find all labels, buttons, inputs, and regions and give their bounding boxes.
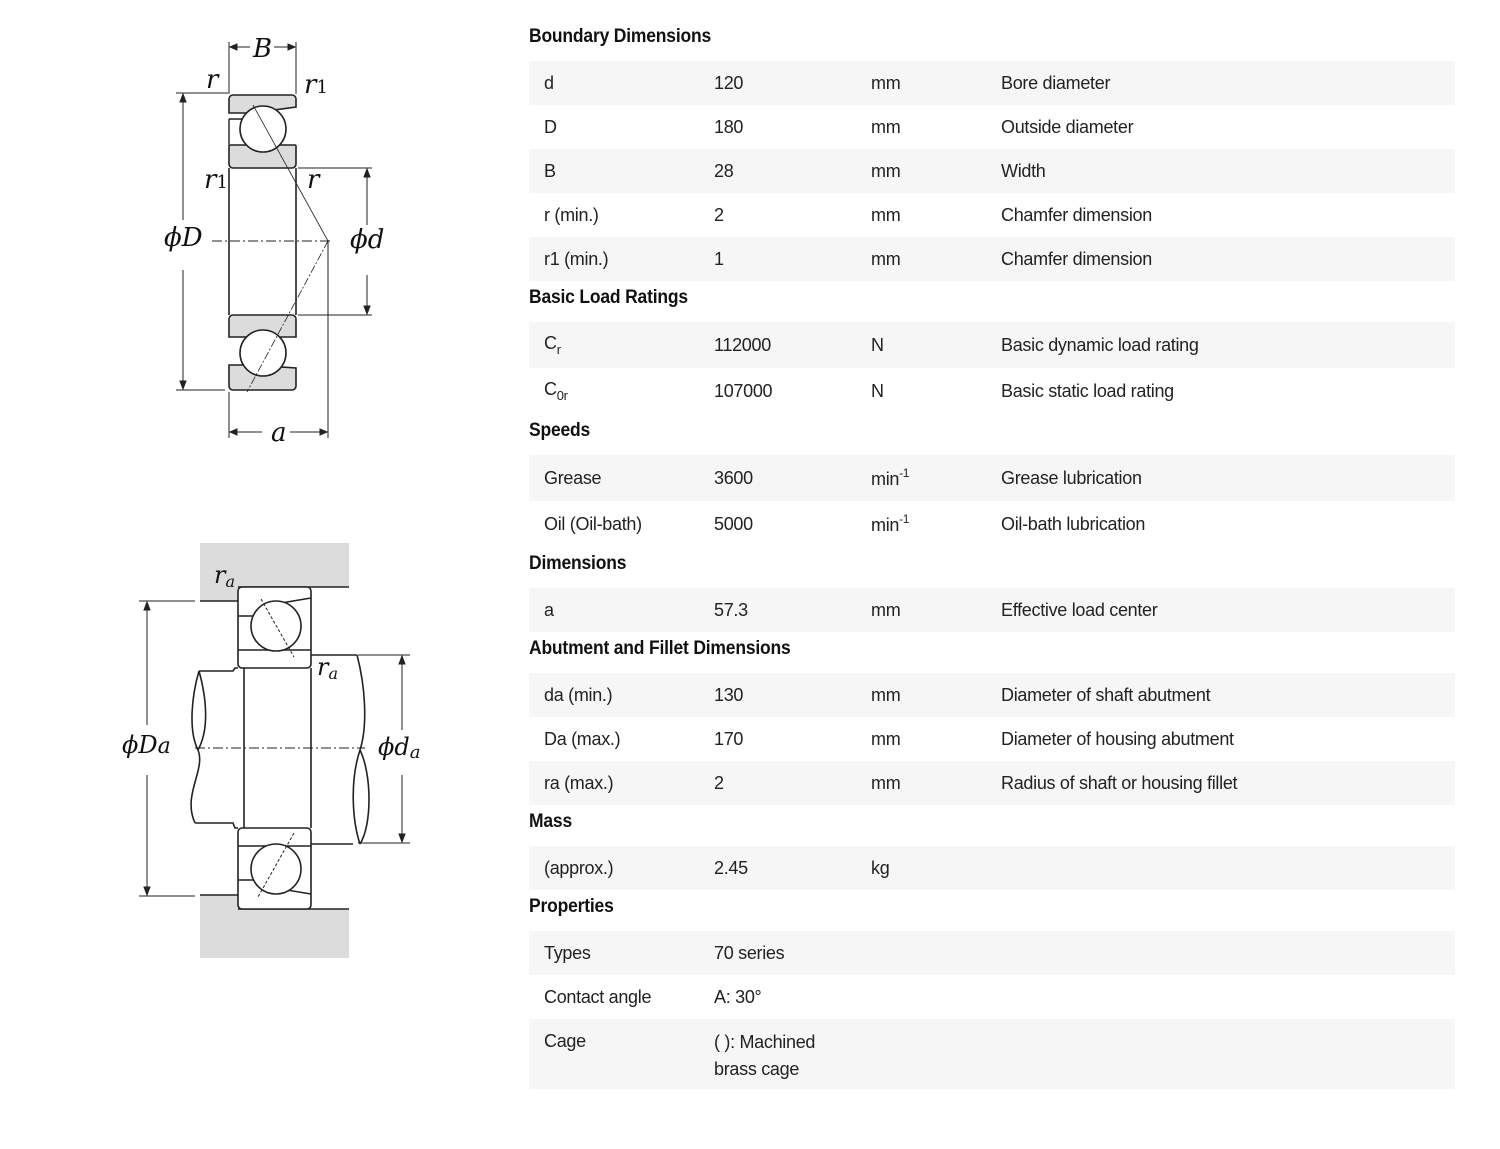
- unit-cell: mm: [871, 72, 901, 93]
- arrow-head: [144, 887, 150, 895]
- arrow-head: [320, 429, 327, 435]
- table-row: [529, 149, 1455, 193]
- description-cell: Bore diameter: [1001, 72, 1111, 93]
- value-cell: 2: [714, 772, 724, 793]
- section-title-mass: Mass: [529, 811, 572, 832]
- mass-table: [529, 846, 1455, 890]
- property-label: Types: [544, 942, 591, 963]
- speeds-table: [529, 455, 1455, 547]
- value-cell: 5000: [714, 513, 753, 534]
- arrow-head: [364, 306, 370, 314]
- bearing-diagram-svg: [150, 20, 400, 460]
- section-title-properties: Properties: [529, 896, 614, 917]
- unit-cell: mm: [871, 772, 901, 793]
- arrow-head: [364, 169, 370, 177]
- shaft-break: [191, 671, 200, 823]
- table-row: [529, 237, 1455, 281]
- label-r: r: [307, 165, 320, 195]
- value-cell: 170: [714, 728, 744, 749]
- unit-cell: mm: [871, 728, 901, 749]
- description-cell: Effective load center: [1001, 599, 1158, 620]
- value-cell: 1: [714, 248, 724, 269]
- description-cell: Chamfer dimension: [1001, 248, 1152, 269]
- symbol-cell: Grease: [544, 467, 602, 488]
- unit-cell: mm: [871, 116, 901, 137]
- label-ra: ra: [317, 653, 339, 683]
- symbol-cell: ra (max.): [544, 772, 614, 793]
- label-phi-Da: ϕDa: [122, 731, 171, 759]
- arrow-head: [230, 44, 237, 50]
- symbol-cell: da (min.): [544, 684, 613, 705]
- unit-cell: mm: [871, 684, 901, 705]
- description-cell: Basic dynamic load rating: [1001, 334, 1199, 355]
- properties-table: [529, 931, 1455, 1089]
- arrow-head: [399, 656, 405, 664]
- value-cell: 3600: [714, 467, 753, 488]
- table-row: [529, 105, 1455, 149]
- table-row: [529, 368, 1455, 414]
- bearing-dimension-diagram: [150, 20, 400, 460]
- label-r1: r1: [304, 70, 328, 100]
- table-row: [529, 61, 1455, 105]
- shaft-shoulder: [311, 655, 357, 844]
- value-cell: 107000: [714, 380, 773, 401]
- symbol-cell: r (min.): [544, 204, 599, 225]
- arrow-head: [180, 381, 186, 389]
- table-row: [529, 931, 1455, 975]
- symbol-cell: Da (max.): [544, 728, 621, 749]
- dimensions-table: [529, 588, 1455, 632]
- table-row: [529, 455, 1455, 501]
- label-a: a: [271, 418, 287, 448]
- property-label: Cage: [544, 1031, 586, 1051]
- property-value-line: ( ): Machined: [714, 1032, 816, 1052]
- unit-cell: $\min^{-1}$: [871, 466, 910, 489]
- property-value: A: 30°: [714, 986, 762, 1007]
- arrow-head: [180, 94, 186, 102]
- property-label: Contact angle: [544, 986, 652, 1007]
- arrow-head: [399, 834, 405, 842]
- symbol-cell: $C_r$: [544, 333, 561, 357]
- description-cell: Radius of shaft or housing fillet: [1001, 772, 1238, 793]
- description-cell: Grease lubrication: [1001, 467, 1142, 488]
- label-r1: r1: [204, 165, 228, 195]
- table-row: [529, 588, 1455, 632]
- section-title-abutment-fillet: Abutment and Fillet Dimensions: [529, 638, 791, 659]
- ball-bottom: [251, 844, 301, 894]
- table-row: [529, 717, 1455, 761]
- arrow-head: [144, 602, 150, 610]
- unit-cell: mm: [871, 599, 901, 620]
- ball-top: [240, 106, 286, 152]
- shaft-break: [360, 750, 369, 844]
- value-cell: 112000: [714, 334, 771, 355]
- shaft-break: [198, 671, 206, 750]
- label-B: B: [253, 34, 273, 64]
- description-cell: Outside diameter: [1001, 116, 1134, 137]
- description-cell: Basic static load rating: [1001, 380, 1174, 401]
- value-cell: 2.45: [714, 857, 748, 878]
- arrow-head: [288, 44, 295, 50]
- table-row: [529, 322, 1455, 368]
- value-cell: 180: [714, 116, 744, 137]
- section-title-basic-load-ratings: Basic Load Ratings: [529, 287, 688, 308]
- section-title-dimensions: Dimensions: [529, 553, 627, 574]
- value-cell: 57.3: [714, 599, 748, 620]
- value-cell: 2: [714, 204, 724, 225]
- property-value-line: brass cage: [714, 1059, 800, 1079]
- symbol-cell: d: [544, 72, 554, 93]
- unit-cell: mm: [871, 248, 901, 269]
- mounting-dimension-diagram: [110, 535, 440, 965]
- property-value: 70 series: [714, 942, 785, 963]
- arrow-head: [230, 429, 237, 435]
- label-ra: ra: [214, 561, 236, 591]
- specifications-panel: [529, 20, 1455, 1089]
- unit-cell: kg: [871, 857, 890, 878]
- unit-cell: $\min^{-1}$: [871, 512, 910, 535]
- description-cell: Oil-bath lubrication: [1001, 513, 1146, 534]
- symbol-cell: B: [544, 160, 556, 181]
- table-row: [529, 193, 1455, 237]
- shaft-break: [353, 655, 364, 844]
- description-cell: Width: [1001, 160, 1046, 181]
- abutment-fillet-table: [529, 673, 1455, 805]
- label-phi-da: ϕda: [378, 733, 421, 763]
- value-cell: 120: [714, 72, 744, 93]
- unit-cell: N: [871, 380, 884, 401]
- table-row: [529, 761, 1455, 805]
- value-cell: 28: [714, 160, 734, 181]
- table-row: [529, 846, 1455, 890]
- label-phi-d: ϕd: [350, 225, 385, 255]
- table-row: [529, 673, 1455, 717]
- symbol-cell: a: [544, 599, 554, 620]
- table-row: [529, 501, 1455, 547]
- ball-bottom: [240, 330, 286, 376]
- unit-cell: mm: [871, 204, 901, 225]
- value-cell: 130: [714, 684, 744, 705]
- symbol-cell: D: [544, 116, 557, 137]
- table-row: [529, 975, 1455, 1019]
- basic-load-ratings-table: [529, 322, 1455, 414]
- symbol-cell: Oil (Oil-bath): [544, 513, 642, 534]
- label-r: r: [206, 65, 219, 95]
- section-title-boundary-dimensions: Boundary Dimensions: [529, 26, 712, 47]
- symbol-cell: r1 (min.): [544, 248, 609, 269]
- symbol-cell: (approx.): [544, 857, 614, 878]
- description-cell: Diameter of housing abutment: [1001, 728, 1234, 749]
- unit-cell: N: [871, 334, 884, 355]
- symbol-cell: $C_{0r}$: [544, 379, 568, 403]
- boundary-dimensions-table: [529, 61, 1455, 281]
- description-cell: Chamfer dimension: [1001, 204, 1152, 225]
- description-cell: Diameter of shaft abutment: [1001, 684, 1211, 705]
- mounting-diagram-svg: [110, 535, 440, 965]
- section-title-speeds: Speeds: [529, 420, 591, 441]
- unit-cell: mm: [871, 160, 901, 181]
- table-row: [529, 1019, 1455, 1089]
- property-value: [714, 1029, 1014, 1083]
- label-phi-D: ϕD: [164, 223, 203, 253]
